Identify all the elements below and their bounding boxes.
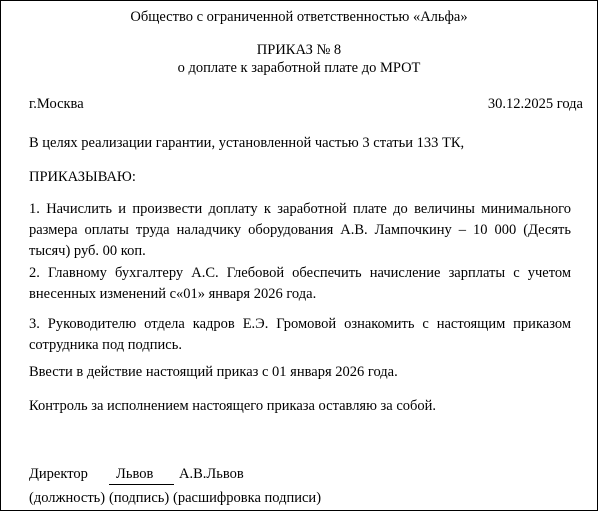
signer-position: Директор [29,466,88,482]
order-title: ПРИКАЗ № 8 [256,42,342,58]
control-statement: Контроль за исполнением настоящего приказа оставляю за собой. [29,398,437,414]
order-item-3: 3. Руководителю отдела кадров Е.Э. Громовой ознакомить с настоящим приказом сотрудника под подпись. [29,316,571,353]
signer-full-name: А.В.Львов [179,466,244,482]
order-word: ПРИКАЗЫВАЮ: [29,169,136,185]
caption-position: (должность) [29,490,106,506]
effective-date-statement: Ввести в действие настоящий приказ с 01 января 2026 года. [29,364,398,380]
city: г.Москва [29,96,84,112]
preamble: В целях реализации гарантии, установленной частью 3 статьи 133 ТК, [29,135,465,151]
signature-line [109,484,174,485]
caption-name: (расшифровка подписи) [173,490,322,506]
organization-name: Общество с ограниченной ответственностью «Альфа» [130,9,468,25]
signature: Львов [116,466,154,482]
order-subject: о доплате к заработной плате до МРОТ [177,60,421,76]
caption-signature: (подпись) [109,490,170,506]
order-item-2: 2. Главному бухгалтеру А.С. Глебовой обеспечить начисление зарплаты с учетом внесенных изменений с«01» января 2026 года. [29,265,571,302]
order-date: 30.12.2025 года [487,96,583,112]
order-item-1: 1. Начислить и произвести доплату к заработной плате до величины минимального размера оплаты труда наладчику оборудования А.В. Лампочкину – 10 000 (Десять тысяч) руб. 00 коп. [29,201,571,259]
